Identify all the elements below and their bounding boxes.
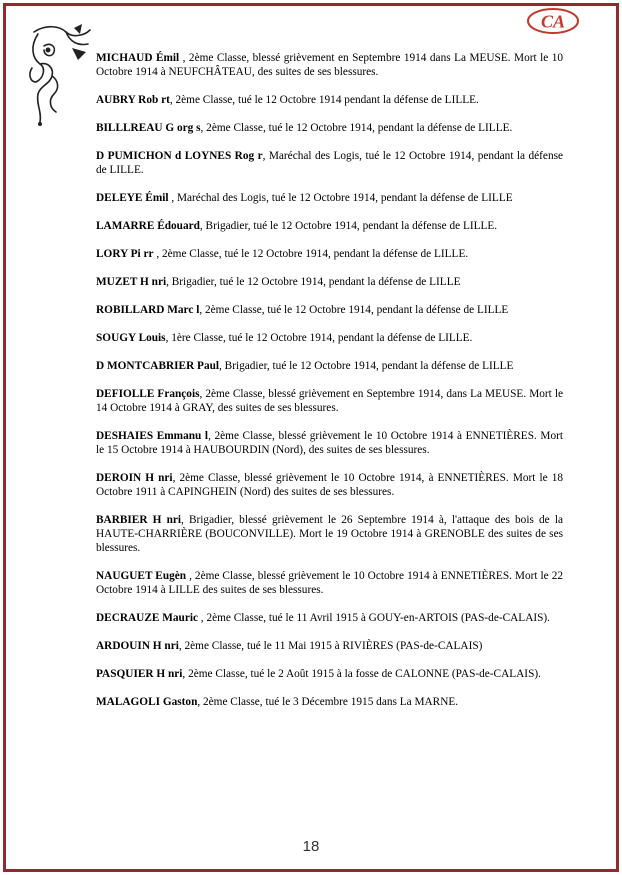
list-item (96, 429, 563, 457)
entry-text: , 2ème Classe, tué le 11 Avril 1915 à GOUY-en-ARTOIS (PAS-de-CALAIS). (197, 612, 550, 624)
soldier-name: MUZET H nri (96, 276, 167, 288)
entry-text: , 2ème Classe, tué le 12 Octobre 1914, pendant la défense de LILLE (199, 304, 509, 316)
soldier-name: DEFIOLLE François (96, 388, 200, 400)
list-item (96, 303, 563, 317)
list-item (96, 247, 563, 261)
list-item (96, 611, 563, 625)
soldier-name: LORY Pi rr (96, 248, 154, 260)
list-item (96, 359, 563, 373)
entry-text: , 2ème Classe, tué le 12 Octobre 1914 pendant la défense de LILLE. (169, 94, 479, 106)
soldier-name: D PUMICHON d LOYNES Rog r (96, 150, 263, 162)
entry-text: , 2ème Classe, tué le 11 Mai 1915 à RIVIÈRES (PAS-de-CALAIS) (178, 640, 483, 652)
list-item (96, 51, 563, 79)
list-item (96, 121, 563, 135)
entry-text: , 2ème Classe, blessé grièvement le 10 Octobre 1914 à ENNETIÈRES. Mort le 22 Octobre 1914 à LILLE des suites de ses blessures. (96, 570, 564, 596)
list-item (96, 639, 563, 653)
entry-text: , 2ème Classe, blessé grièvement en Septembre 1914 dans La MEUSE. Mort le 10 Octobre 1914 à NEUFCHÂTEAU, des suites de ses blessures. (96, 52, 563, 78)
entry-text: , 2ème Classe, tué le 12 Octobre 1914, pendant la défense de LILLE. (200, 122, 513, 134)
soldier-name: AUBRY Rob rt (96, 94, 170, 106)
casualty-list (96, 51, 563, 723)
soldier-name: ROBILLARD Marc l (96, 304, 200, 316)
ca-logo (526, 7, 580, 35)
list-item (96, 219, 563, 233)
entry-text: , 2ème Classe, tué le 12 Octobre 1914, pendant la défense de LILLE. (153, 248, 469, 260)
entry-text: , 2ème Classe, tué le 2 Août 1915 à la fosse de CALONNE (PAS-de-CALAIS). (182, 668, 541, 680)
soldier-name: MALAGOLI Gaston (96, 696, 198, 708)
entry-text: , Brigadier, tué le 12 Octobre 1914, pendant la défense de LILLE. (199, 220, 498, 232)
entry-text: , 2ème Classe, blessé grièvement le 10 Octobre 1914, à ENNETIÈRES. Mort le 18 Octobre 1911 à CAPINGHEIN (Nord) des suites de ses blessures. (96, 472, 563, 498)
soldier-name: DESHAIES Emmanu l (96, 430, 209, 442)
list-item (96, 387, 563, 415)
list-item (96, 191, 563, 205)
soldier-name: NAUGUET Eugèn (96, 570, 187, 582)
soldier-name: BARBIER H nri (96, 514, 182, 526)
list-item (96, 667, 563, 681)
list-item (96, 471, 563, 499)
list-item (96, 93, 563, 107)
entry-text: , 2ème Classe, blessé grièvement en Septembre 1914, dans La MEUSE. Mort le 14 Octobre 1914 à GRAY, des suites de ses blessures. (96, 388, 563, 414)
soldier-name: PASQUIER H nri (96, 668, 183, 680)
list-item (96, 513, 563, 555)
soldier-name: D MONTCABRIER Paul (96, 360, 220, 372)
soldier-name: LAMARRE Édouard (96, 220, 200, 232)
list-item (96, 569, 563, 597)
entry-text: , 1ère Classe, tué le 12 Octobre 1914, pendant la défense de LILLE. (165, 332, 473, 344)
soldier-name: SOUGY Louis (96, 332, 166, 344)
entry-text: , Brigadier, tué le 12 Octobre 1914, pendant la défense de LILLE (166, 276, 461, 288)
decorative-initial-ornament (26, 22, 98, 128)
soldier-name: DEROIN H nri (96, 472, 173, 484)
soldier-name: MICHAUD Émil (96, 52, 180, 64)
entry-text: , Maréchal des Logis, tué le 12 Octobre 1914, pendant la défense de LILLE. (96, 150, 564, 176)
entry-text: , Brigadier, blessé grièvement le 26 Septembre 1914 à, l'attaque des bois de la HAUTE-CHARRIÈRE (BOUCONVILLE). Mort le 19 Octobre 1914 à GRENOBLE des suites de ses blessures. (96, 514, 563, 554)
entry-text: , 2ème Classe, blessé grièvement le 10 Octobre 1914 à ENNETIÈRES. Mort le 15 Octobre 1914 à HAUBOURDIN (Nord), des suites de ses blessures. (96, 430, 563, 456)
list-item (96, 149, 563, 177)
entry-text: , Brigadier, tué le 12 Octobre 1914, pendant la défense de LILLE (219, 360, 514, 372)
soldier-name: BILLLREAU G org s (96, 122, 201, 134)
soldier-name: ARDOUIN H nri (96, 640, 179, 652)
entry-text: , 2ème Classe, tué le 3 Décembre 1915 dans La MARNE. (197, 696, 459, 708)
soldier-name: DECRAUZE Mauric (96, 612, 198, 624)
entry-text: , Maréchal des Logis, tué le 12 Octobre 1914, pendant la défense de LILLE (168, 192, 513, 204)
page-number: 18 (302, 838, 320, 855)
list-item (96, 331, 563, 345)
list-item (96, 695, 563, 709)
soldier-name: DELEYE Émil (96, 192, 169, 204)
list-item (96, 275, 563, 289)
ca-logo-text: CA (540, 11, 566, 32)
